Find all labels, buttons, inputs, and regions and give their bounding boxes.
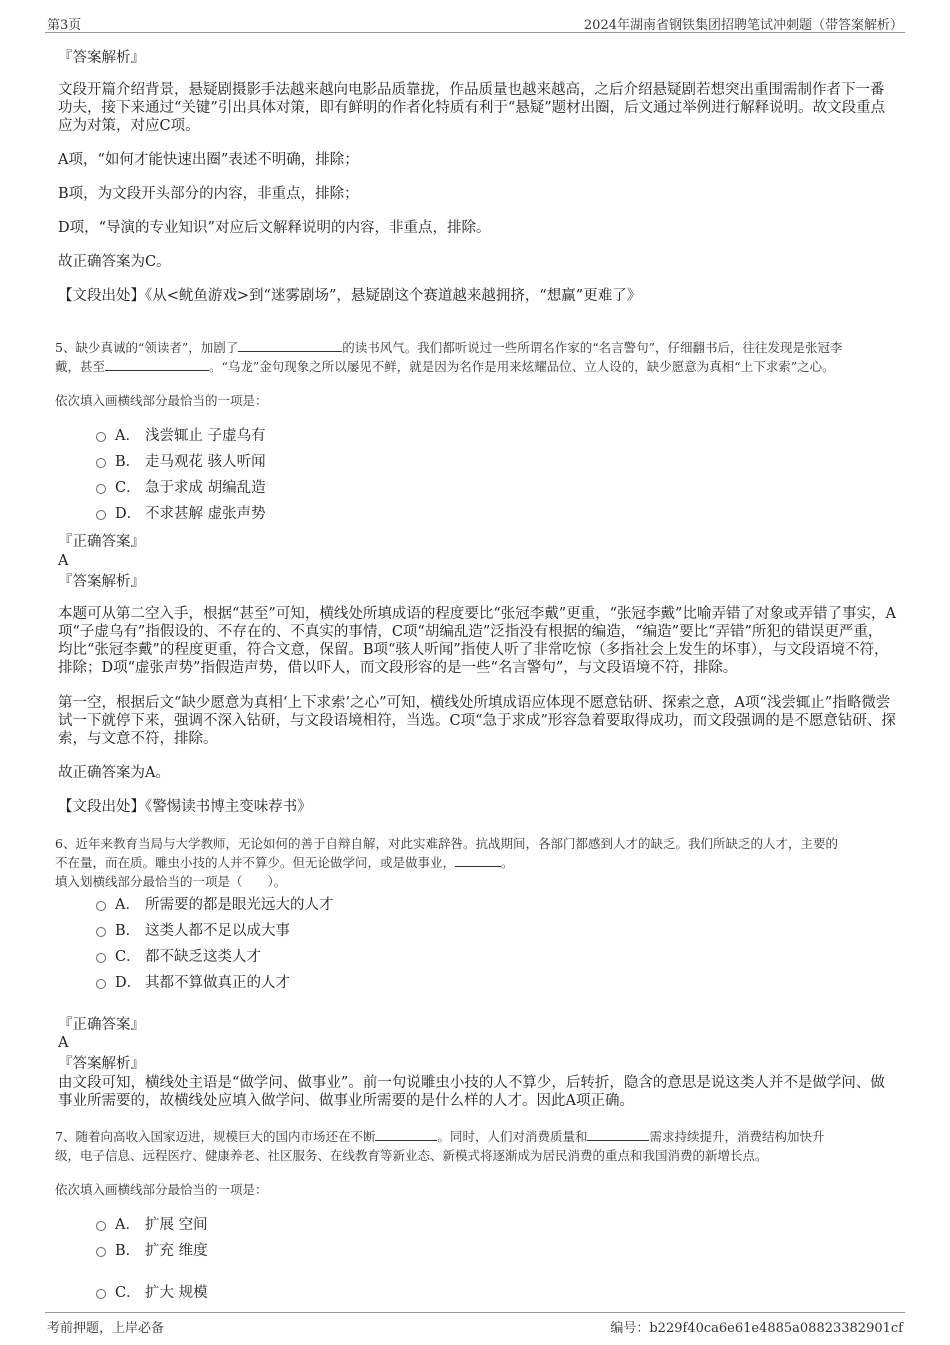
q7-option-a[interactable]: A． 扩展 空间: [96, 1216, 208, 1234]
radio-icon[interactable]: [96, 901, 106, 911]
radio-icon[interactable]: [96, 510, 106, 520]
q7-stem: 7、随着向高收入国家迈进，规模巨大的国内市场还在不断 。同时，人们对消费质量和 需求持续提升，消费结构加快升 级，电子信息、远程医疗、健康养老、社区服务、在线教育等新业态、新模式将逐渐成为居民消费的重点和我国消费的新增长点。: [55, 1129, 825, 1163]
q5-option-c[interactable]: C． 急于求成 胡编乱造: [96, 479, 266, 497]
page-footer: [45, 1312, 905, 1335]
radio-icon[interactable]: [96, 484, 106, 494]
q6-prompt: 填入划横线部分最恰当的一项是（ ）。: [55, 874, 287, 889]
radio-icon[interactable]: [96, 1289, 106, 1299]
q5-analysis-para-1: 本题可从第二空入手，根据“甚至”可知，横线处所填成语的程度要比“张冠李戴”更重，“张冠李戴”比喻弄错了对象或弄错了事实，A项“子虚乌有”指假设的、不存在的、不真实的事情，C项“胡编乱造”泛指没有根据的编造，“编造”要比“弄错”所犯的错误更严重，均比“张冠李戴”的程度更重，符合文意，保留。B项“骇人听闻”指使人听了非常吃惊（多指社会上发生的坏事），与文段语境不符，排除；D项“虚张声势”指假造声势，借以吓人，而文段形容的是一些“名言警句”，与文段语境不符，排除。: [58, 606, 896, 676]
q4-option-b-note: B项，为文段开头部分的内容，非重点，排除；: [58, 186, 359, 202]
q5-conclusion: 故正确答案为A。: [58, 765, 170, 781]
q5-option-b[interactable]: B． 走马观花 骇人听闻: [96, 453, 266, 471]
radio-icon[interactable]: [96, 979, 106, 989]
q4-analysis-para: 文段开篇介绍背景，悬疑剧摄影手法越来越向电影品质靠拢，作品质量也越来越高，之后介绍悬疑剧若想突出重围需制作者下一番功夫，接下来通过“关键”引出具体对策，即有鲜明的作者化特质有利于“悬疑”题材出圈，后文通过举例进行解释说明。故文段重点应为对策，对应C项。: [58, 82, 886, 134]
document-code: 编号：b229f40ca6e61e4885a08823382901cf: [610, 1321, 903, 1336]
radio-icon[interactable]: [96, 953, 106, 963]
q4-source: 【文段出处】《从<鱿鱼游戏>到“迷雾剧场”，悬疑剧这个赛道越来越拥挤，“想赢”更难了》: [58, 288, 642, 304]
q6-option-c[interactable]: C． 都不缺乏这类人才: [96, 948, 261, 966]
q7-option-c[interactable]: C． 扩大 规模: [96, 1284, 208, 1302]
q7-blank-1: [375, 1128, 437, 1141]
q6-option-a[interactable]: A． 所需要的都是眼光远大的人才: [96, 896, 334, 914]
radio-icon[interactable]: [96, 1221, 106, 1231]
q5-answer-label: 『正确答案』: [58, 534, 145, 550]
q6-stem: 6、近年来教育当局与大学教师，无论如何的善于自辩自解，对此实难辞咎。抗战期间，各部门都感到人才的缺乏。我们所缺乏的人才，主要的 不在量，而在质。雕虫小技的人并不算少。但无论做学问，或是做事业， 。: [55, 836, 838, 870]
q5-prompt: 依次填入画横线部分最恰当的一项是：: [55, 393, 268, 408]
q5-blank-2: [105, 358, 209, 371]
q6-answer-label: 『正确答案』: [58, 1017, 145, 1033]
q6-analysis-para: 由文段可知，横线处主语是“做学问、做事业”。前一句说雕虫小技的人不算少，后转折，隐含的意思是说这类人并不是做学问、做事业所需要的，故横线处应填入做学问、做事业所需要的是什么样的人才。因此A项正确。: [58, 1075, 885, 1109]
q6-blank: [455, 854, 501, 867]
q5-stem: 5、缺少真诚的“领读者”，加剧了 的读书风气。我们都听说过一些所谓名作家的“名言警句”，仔细翻书后，往往发现是张冠李 戴，甚至 。“乌龙”金句现象之所以屡见不鲜，就是因为名作是用来炫耀品位、立人设的，缺少愿意为真相“上下求索”之心。: [55, 340, 843, 374]
q5-blank-1: [238, 339, 342, 352]
q6-option-d[interactable]: D． 其都不算做真正的人才: [96, 974, 290, 992]
footer-slogan: 考前押题，上岸必备: [47, 1321, 165, 1336]
q5-answer: A: [58, 553, 69, 569]
radio-icon[interactable]: [96, 927, 106, 937]
q4-analysis-label: 『答案解析』: [58, 50, 145, 66]
q7-option-b[interactable]: B． 扩充 维度: [96, 1242, 208, 1260]
page-header: [45, 14, 905, 33]
q5-analysis-para-2: 第一空，根据后文“缺少愿意为真相‘上下求索’之心”可知，横线处所填成语应体现不愿意钻研、探索之意，A项“浅尝辄止”指略微尝试一下就停下来，强调不深入钻研，与文段语境相符，当选。C项“急于求成”形容急着要取得成功，而文段强调的是不愿意钻研、探索，与文意不符，排除。: [58, 695, 896, 747]
radio-icon[interactable]: [96, 1247, 106, 1257]
q7-prompt: 依次填入画横线部分最恰当的一项是：: [55, 1182, 268, 1197]
radio-icon[interactable]: [96, 432, 106, 442]
q5-source: 【文段出处】《警惕读书博主变味荐书》: [58, 799, 312, 815]
q4-conclusion: 故正确答案为C。: [58, 254, 171, 270]
q4-option-d-note: D项，“导演的专业知识”对应后文解释说明的内容，非重点，排除。: [58, 220, 491, 236]
q7-blank-2: [587, 1128, 649, 1141]
q6-answer: A: [58, 1035, 69, 1051]
radio-icon[interactable]: [96, 458, 106, 468]
q5-analysis-label: 『答案解析』: [58, 574, 145, 590]
q6-option-b[interactable]: B． 这类人都不足以成大事: [96, 922, 290, 940]
page-number: 第3页: [47, 18, 82, 33]
document-title: 2024年湖南省钢铁集团招聘笔试冲刺题（带答案解析）: [583, 18, 903, 33]
q5-option-d[interactable]: D． 不求甚解 虚张声势: [96, 505, 266, 523]
q6-analysis-label: 『答案解析』: [58, 1056, 145, 1072]
q4-option-a-note: A项，“如何才能快速出圈”表述不明确，排除；: [58, 152, 359, 168]
q5-option-a[interactable]: A． 浅尝辄止 子虚乌有: [96, 427, 266, 445]
